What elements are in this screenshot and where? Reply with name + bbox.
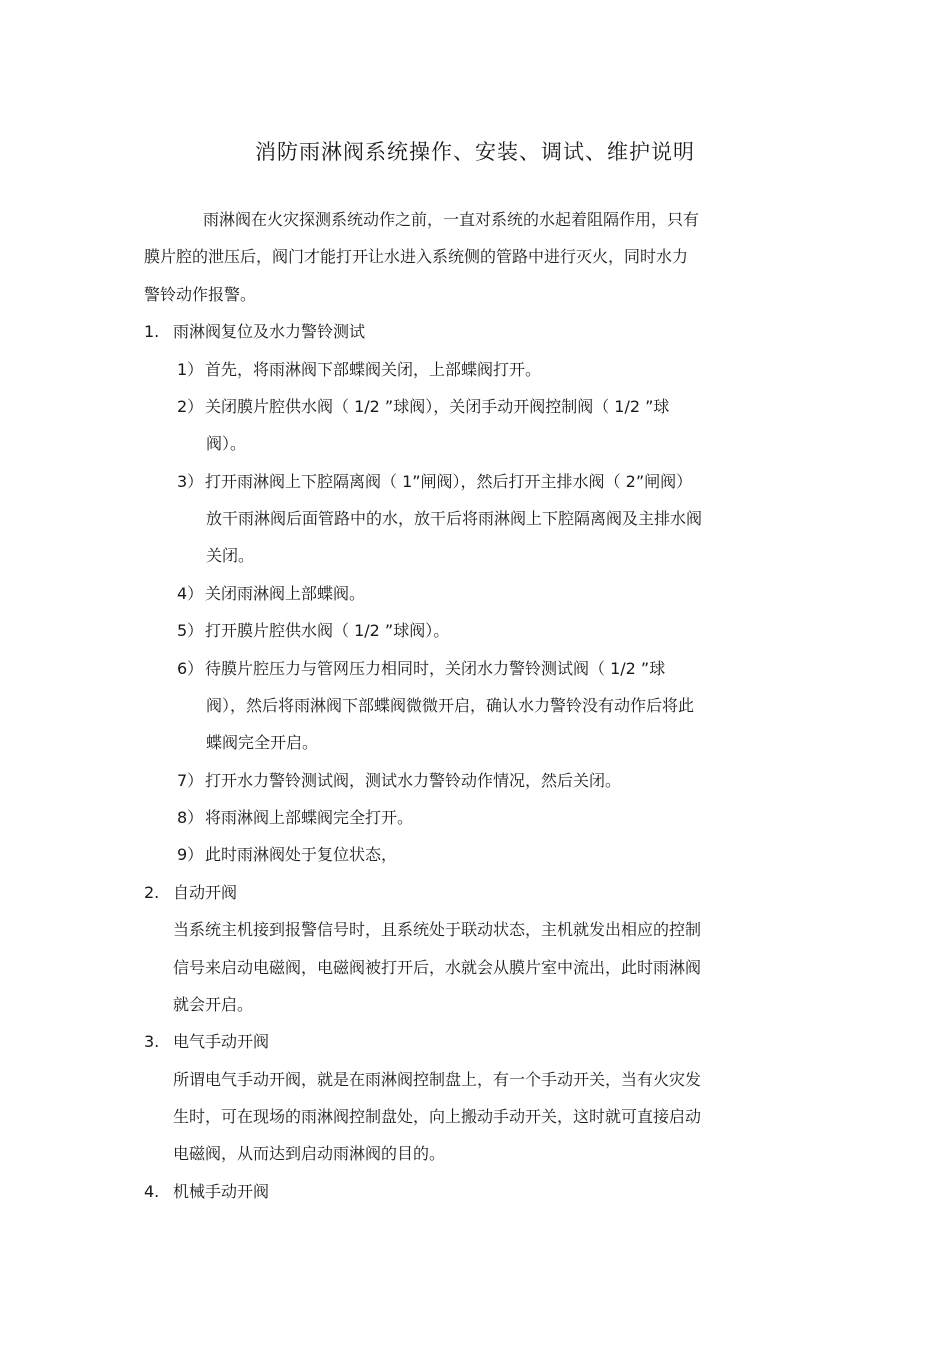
section-heading bbox=[144, 1029, 269, 1055]
step-text: 将雨淋阀上部蝶阀完全打开。 bbox=[205, 808, 414, 827]
section-body-line: 信号来启动电磁阀，电磁阀被打开后，水就会从膜片室中流出，此时雨淋阀 bbox=[173, 958, 702, 977]
step-text: 打开水力警铃测试阀，测试水力警铃动作情况，然后关闭。 bbox=[205, 771, 622, 790]
section-title: 雨淋阀复位及水力警铃测试 bbox=[173, 322, 366, 341]
step-number: 3） bbox=[177, 472, 204, 491]
section-title: 机械手动开阀 bbox=[173, 1182, 270, 1201]
section-heading bbox=[144, 880, 237, 906]
section-body-line: 就会开启。 bbox=[173, 995, 254, 1014]
step-item bbox=[177, 656, 665, 682]
section-heading bbox=[144, 319, 365, 345]
step-number: 5） bbox=[177, 621, 204, 640]
section-body-line: 当系统主机接到报警信号时，且系统处于联动状态，主机就发出相应的控制 bbox=[173, 920, 702, 939]
step-text: 待膜片腔压力与管网压力相同时，关闭水力警铃测试阀（ 1/2 ”球 bbox=[205, 659, 666, 678]
step-text: 此时雨淋阀处于复位状态， bbox=[205, 845, 398, 864]
step-item bbox=[177, 842, 397, 868]
section-number: 2. bbox=[144, 883, 160, 902]
step-number: 9） bbox=[177, 845, 204, 864]
step-text: 首先，将雨淋阀下部蝶阀关闭，上部蝶阀打开。 bbox=[205, 360, 542, 379]
intro-line: 警铃动作报警。 bbox=[144, 285, 257, 304]
document-title: 消防雨淋阀系统操作、安装、调试、维护说明 bbox=[255, 140, 695, 164]
step-text: 关闭膜片腔供水阀（ 1/2 ”球阀），关闭手动开阀控制阀（ 1/2 ”球 bbox=[205, 397, 670, 416]
intro-line: 雨淋阀在火灾探测系统动作之前，一直对系统的水起着阻隔作用，只有 bbox=[203, 210, 700, 229]
step-text: 阀）。 bbox=[206, 434, 247, 453]
section-body-line: 所谓电气手动开阀，就是在雨淋阀控制盘上，有一个手动开关，当有火灾发 bbox=[173, 1070, 702, 1089]
step-item bbox=[177, 768, 621, 794]
step-number: 7） bbox=[177, 771, 204, 790]
step-number: 4） bbox=[177, 584, 204, 603]
step-item bbox=[177, 469, 692, 495]
section-title: 自动开阀 bbox=[173, 883, 238, 902]
step-number: 1） bbox=[177, 360, 204, 379]
section-number: 4. bbox=[144, 1182, 160, 1201]
intro-line: 膜片腔的泄压后，阀门才能打开让水进入系统侧的管路中进行灭火，同时水力 bbox=[144, 247, 689, 266]
step-text: 阀），然后将雨淋阀下部蝶阀微微开启，确认水力警铃没有动作后将此 bbox=[206, 696, 695, 715]
step-item bbox=[177, 618, 449, 644]
section-title: 电气手动开阀 bbox=[173, 1032, 270, 1051]
step-item bbox=[177, 357, 541, 383]
step-text: 关闭。 bbox=[206, 546, 255, 565]
section-heading bbox=[144, 1179, 269, 1205]
step-text: 蝶阀完全开启。 bbox=[206, 733, 319, 752]
section-body-line: 生时，可在现场的雨淋阀控制盘处，向上搬动手动开关，这时就可直接启动 bbox=[173, 1107, 702, 1126]
section-body-line: 电磁阀，从而达到启动雨淋阀的目的。 bbox=[173, 1144, 446, 1163]
section-number: 3. bbox=[144, 1032, 160, 1051]
step-text: 关闭雨淋阀上部蝶阀。 bbox=[205, 584, 366, 603]
step-number: 8） bbox=[177, 808, 204, 827]
step-number: 2） bbox=[177, 397, 204, 416]
step-text: 放干雨淋阀后面管路中的水，放干后将雨淋阀上下腔隔离阀及主排水阀 bbox=[206, 509, 703, 528]
step-text: 打开膜片腔供水阀（ 1/2 ”球阀）。 bbox=[205, 621, 450, 640]
step-item bbox=[177, 805, 413, 831]
section-number: 1. bbox=[144, 322, 160, 341]
step-item bbox=[177, 581, 365, 607]
step-number: 6） bbox=[177, 659, 204, 678]
step-item bbox=[177, 394, 669, 420]
step-text: 打开雨淋阀上下腔隔离阀（ 1”闸阀），然后打开主排水阀（ 2”闸阀） bbox=[205, 472, 693, 491]
